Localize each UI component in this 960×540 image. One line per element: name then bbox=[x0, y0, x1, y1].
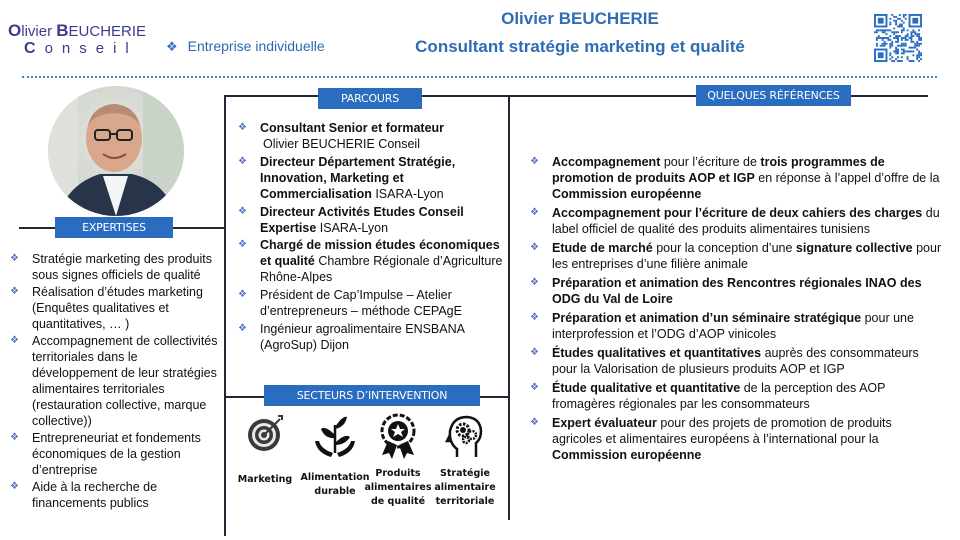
list-item: ❖ Accompagnement de collectivités territoriales dans le développement de leur stratégies alimentaires territoriales (restauration collective, marque collective)) bbox=[4, 333, 219, 429]
references-list bbox=[524, 154, 944, 466]
logo-word: livier bbox=[21, 23, 53, 40]
reference-item bbox=[524, 380, 944, 412]
role-org: ISARA-Lyon bbox=[316, 220, 389, 235]
list-item: ❖ Aide à la recherche de financements publics bbox=[4, 479, 219, 511]
role-org: Olivier BEUCHERIE Conseil bbox=[263, 137, 420, 151]
list-item bbox=[232, 204, 514, 236]
reference-highlight: Étude qualitative et quantitative bbox=[552, 381, 741, 395]
consultant-name: Olivier BEUCHERIE bbox=[501, 9, 659, 28]
reference-highlight: Etude de marché bbox=[552, 241, 653, 255]
parcours-header: PARCOURS bbox=[318, 88, 422, 109]
list-item bbox=[232, 287, 514, 319]
reference-highlight: Commission européenne bbox=[552, 448, 702, 462]
sector-alimentation bbox=[300, 413, 370, 499]
head-gears-icon bbox=[445, 413, 485, 459]
list-item bbox=[232, 154, 514, 202]
entreprise-label: Entreprise individuelle bbox=[187, 38, 325, 54]
qr-code-icon[interactable] bbox=[874, 14, 922, 62]
role-title: Chargé de mission études économiques et qualité bbox=[260, 238, 500, 269]
reference-highlight: Expert évaluateur bbox=[552, 416, 657, 430]
role-org: Chambre Régionale d’Agriculture Rhône-Alpes bbox=[260, 254, 503, 285]
secteurs-header: SECTEURS D’INTERVENTION bbox=[264, 385, 480, 406]
expertises-header: EXPERTISES bbox=[55, 217, 173, 238]
list-item: ❖ Entrepreneuriat et fondements économiques de la gestion d’entreprise bbox=[4, 430, 219, 478]
reference-highlight: Préparation et animation des Rencontres régionales INAO des ODG du Val de Loire bbox=[552, 276, 922, 306]
sector-marketing bbox=[230, 413, 300, 487]
diamond-bullet-icon: ❖ bbox=[166, 39, 178, 54]
plant-hands-icon bbox=[313, 413, 357, 459]
profile-photo bbox=[48, 86, 184, 216]
reference-text: de la perception des AOP fromagères régionales par les consommateurs bbox=[552, 381, 886, 411]
header-divider bbox=[22, 76, 937, 78]
role-title: Directeur Activités Etudes Conseil Expertise bbox=[260, 204, 464, 235]
logo-name bbox=[8, 21, 146, 41]
reference-highlight: Accompagnement bbox=[552, 155, 661, 169]
reference-item bbox=[524, 345, 944, 377]
reference-highlight: Accompagnement pour l’écriture de deux cahiers des charges bbox=[552, 206, 923, 220]
expertises-list bbox=[4, 251, 219, 512]
sector-label: Stratégie alimentaire territoriale bbox=[434, 468, 496, 507]
reference-highlight: trois programmes de promotion de produits AOP et IGP bbox=[552, 155, 885, 185]
reference-highlight: Commission européenne bbox=[552, 187, 702, 201]
logo-conseil bbox=[24, 40, 138, 58]
role-title: Directeur Département Stratégie, Innovation, Marketing et Commercialisation bbox=[260, 154, 456, 201]
reference-text: pour l’écriture de bbox=[660, 155, 761, 169]
reference-highlight: signature collective bbox=[795, 241, 913, 255]
sector-produits-qualite bbox=[363, 413, 433, 509]
sector-label: Alimentation durable bbox=[300, 472, 370, 497]
reference-item bbox=[524, 275, 944, 307]
award-rosette-icon bbox=[378, 413, 418, 461]
entreprise-status bbox=[166, 38, 325, 55]
references-header: QUELQUES RÉFÉRENCES bbox=[696, 85, 851, 106]
reference-highlight: Études qualitatives et quantitatives bbox=[552, 346, 762, 360]
reference-text: pour des projets de promotion de produits agricoles et alimentaires européens à l’international pour la bbox=[552, 416, 892, 446]
logo-initial: B bbox=[56, 21, 69, 40]
reference-highlight: Préparation et animation d’un séminaire stratégique bbox=[552, 311, 862, 325]
sector-strategie bbox=[430, 413, 500, 509]
parcours-list bbox=[232, 120, 514, 355]
list-item bbox=[232, 120, 514, 152]
target-icon bbox=[245, 413, 285, 453]
sector-label: Marketing bbox=[237, 474, 293, 485]
list-item bbox=[232, 237, 514, 285]
reference-text: auprès des consommateurs pour la Valorisation de plusieurs produits AOP et IGP bbox=[552, 346, 919, 376]
list-item bbox=[232, 321, 514, 353]
portrait-illustration bbox=[48, 86, 184, 216]
sector-label: Produits alimentaires de qualité bbox=[364, 468, 432, 507]
reference-text: du label officiel de qualité des produits alimentaires tunisiens bbox=[552, 206, 940, 236]
reference-item bbox=[524, 310, 944, 342]
reference-item bbox=[524, 240, 944, 272]
reference-text: pour une interprofession et l’ODG d’AOP vinicoles bbox=[552, 311, 914, 341]
role-org: ISARA-Lyon bbox=[371, 186, 444, 201]
reference-text: pour la conception d’une bbox=[652, 241, 796, 255]
reference-text: pour les entreprises d’une filière animale bbox=[552, 241, 942, 271]
reference-text: en réponse à l’appel d’offre de la bbox=[754, 171, 940, 185]
role-title: Consultant Senior et formateur bbox=[260, 121, 445, 135]
logo-word: onseil bbox=[44, 40, 138, 57]
parcours-left-line bbox=[224, 95, 226, 536]
list-item: ❖ Stratégie marketing des produits sous signes officiels de qualité bbox=[4, 251, 219, 283]
reference-item bbox=[524, 205, 944, 237]
references-left-line bbox=[508, 395, 510, 520]
list-item: ❖ Réalisation d’études marketing (Enquêtes qualitatives et quantitatives, … ) bbox=[4, 284, 219, 332]
reference-item bbox=[524, 415, 944, 463]
logo-initial: O bbox=[8, 21, 22, 40]
logo-word: EUCHERIE bbox=[68, 23, 147, 40]
role-org: Ingénieur agroalimentaire ENSBANA (AgroSup) Dijon bbox=[260, 321, 465, 352]
reference-item bbox=[524, 154, 944, 202]
role-org: Président de Cap’Impulse – Atelier d’entrepreneurs – méthode CEPAgE bbox=[260, 288, 462, 319]
logo-initial: C bbox=[24, 40, 45, 57]
consultant-title: Consultant stratégie marketing et qualité bbox=[415, 37, 745, 56]
